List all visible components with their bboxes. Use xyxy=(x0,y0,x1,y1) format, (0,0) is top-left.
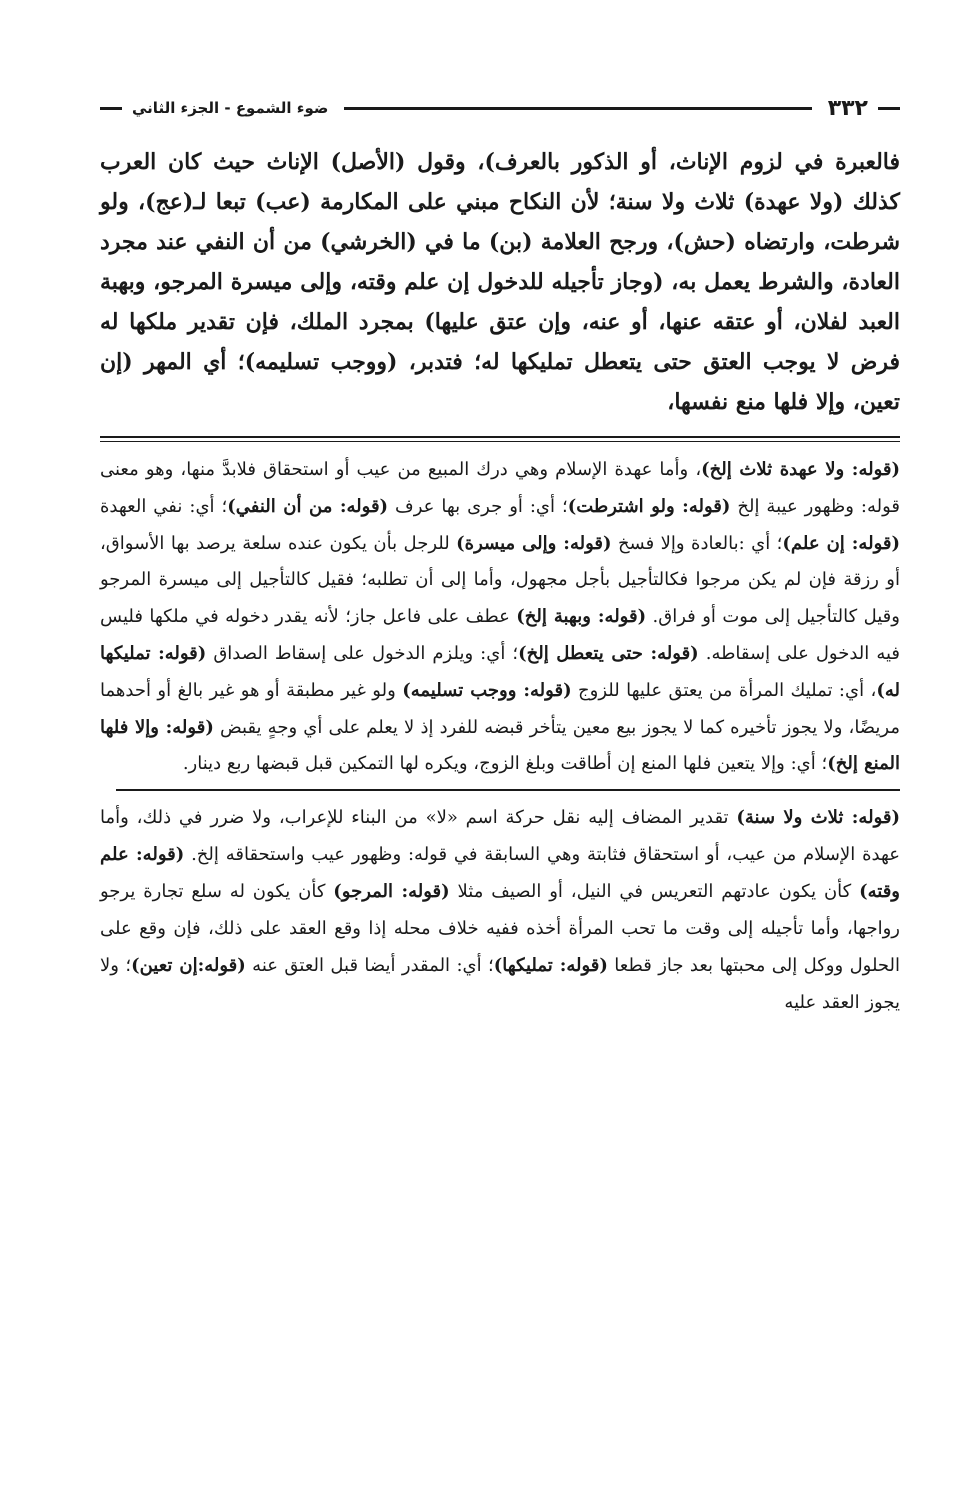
lemma-marker: (قوله: ووجب تسليمه) xyxy=(402,679,572,701)
commentary-run: عطف على فاعل جاز؛ لأنه يقدر دخوله في ملكها فليس فيه الدخول على إسقاطه. xyxy=(100,606,900,664)
commentary-run: ولو غير مطبقة أو هو غير بالغ أو أحدهما مريضًا، ولا يجوز تأخيره كما لا يجوز بيع معين يتأخر قبضه للفرد إذ لا يعلم على أي وجهٍ يقبض xyxy=(100,679,900,738)
commentary-run: تقدير المضاف إليه نقل حركة اسم «لا» من البناء للإعراب، ولا ضرر في ذلك، وأما عهدة الإسلام من عيب، أو استحقاق فثابتة وهي السابقة في قوله: وظهور عيب واستحقاقه إلخ. xyxy=(100,807,900,866)
double-rule-divider xyxy=(100,436,900,442)
lemma-marker: (قوله: من أن النفي) xyxy=(227,495,389,517)
commentary-run: ، وأما عهدة الإسلام وهي درك المبيع من عيب أو استحقاق فلابدَّ منها، وهو معنى قوله: وظهور عيبة إلخ xyxy=(100,459,901,517)
header-dash xyxy=(100,107,122,110)
commentary-run: للرجل بأن يكون عنده سلعة يرصد بها الأسواق، أو رزقة فإن لم يكن مرجوا فكالتأجيل بأجل مجهول، وأما إلى أن تطلبه؛ فقيل كالتأجيل إلى ميسرة المرجو وقيل كالتأجيل إلى موت أو فراق. xyxy=(100,532,900,628)
commentary-run: ؛ أي: وإلا يتعين فلها المنع إن أطاقت وبلغ الزوج، ويكره لها التمكين قبل قبضها ربع دينار. xyxy=(182,753,828,775)
page xyxy=(100,88,900,1021)
main-text: فالعبرة في لزوم الإناث، أو الذكور بالعرف)، وقول (الأصل) الإناث حيث كان العرب كذلك (ولا عهدة) ثلاث ولا سنة؛ لأن النكاح مبني على المكارمة (عب) تبعا لـ(عج)، ولو شرطت، وارتضاه (حش)، ورجح العلامة (بن) ما في (الخرشي) من أن النفي عند مجرد العادة، والشرط يعمل به، (وجاز تأجيله للدخول إن علم وقته، وإلى ميسرة المرجو، وبهبة العبد لفلان، أو عتقه عنها، أو عنه، وإن عتق عليها) بمجرد الملك، فإن تقدير ملكها له فرض لا يوجب العتق حتى يتعطل تمليكها له؛ فتدبر، (ووجب تسليمه)؛ أي المهر (إن تعين، وإلا فلها منع نفسها، xyxy=(100,149,900,415)
commentary-run: ؛ ولا يجوز العقد عليه xyxy=(100,955,900,1014)
commentary-run: ؛ أي: أو جرى بها عرف xyxy=(388,495,568,517)
lemma-marker: (قوله: وإلى ميسرة) xyxy=(456,532,612,554)
lemma-marker: (قوله: وبهبة إلخ) xyxy=(516,606,647,628)
commentary-run: كأن يكون عادتهم التعريس في النيل، أو الصيف مثلا xyxy=(449,881,860,903)
running-title: ضوء الشموع - الجزء الثاني xyxy=(132,99,329,117)
commentary-run: ، أي: تمليك المرأة من يعتق عليها للزوج xyxy=(571,679,877,701)
page-header xyxy=(100,88,900,128)
commentary-first xyxy=(100,452,900,783)
single-rule-divider xyxy=(116,789,900,791)
lemma-marker: (قوله: تمليكها) xyxy=(493,955,608,977)
lemma-marker: (قوله: حتى يتعطل إلخ) xyxy=(518,642,699,664)
commentary-run: ؛ أي :بالعادة وإلا فسخ xyxy=(611,532,783,554)
lemma-marker: (قوله: المرجو) xyxy=(333,881,450,903)
header-dash xyxy=(878,107,900,110)
commentary-run: كأن يكون له سلع تجارة يرجو رواجها، وأما تأجيله إلى وقت ما تحب المرأة أخذه ففيه خلاف محله إذا وقع العقد على ذلك، فإن وقع على الحلول ووكل إلى محبتها بعد جاز قطعا xyxy=(100,881,901,977)
lemma-marker: (قوله:إن تعين) xyxy=(131,955,246,977)
lemma-marker: (قوله: وإلا فلها المنع إلخ) xyxy=(100,716,900,775)
commentary-run: ؛ أي: ويلزم الدخول على إسقاط الصداق xyxy=(206,642,519,664)
lemma-marker: (قوله: ولا عهدة ثلاث إلخ) xyxy=(701,459,900,480)
lemma-marker: (قوله: علم وقته) xyxy=(100,844,900,903)
commentary-second xyxy=(100,799,900,1021)
lemma-marker: (قوله: تمليكها له) xyxy=(100,642,900,701)
lemma-marker: (قوله: ولو اشترطت) xyxy=(567,495,731,517)
commentary-run: ؛ أي: نفي العهدة xyxy=(100,495,228,517)
lemma-marker: (قوله: إن علم) xyxy=(782,532,900,554)
header-rule xyxy=(344,107,811,110)
commentary-run: ؛ أي: المقدر أيضا قبل العتق عنه xyxy=(245,955,494,977)
page-number: ٣٣٢ xyxy=(827,95,868,121)
lemma-marker: (قوله: ثلاث ولا سنة) xyxy=(736,807,900,829)
